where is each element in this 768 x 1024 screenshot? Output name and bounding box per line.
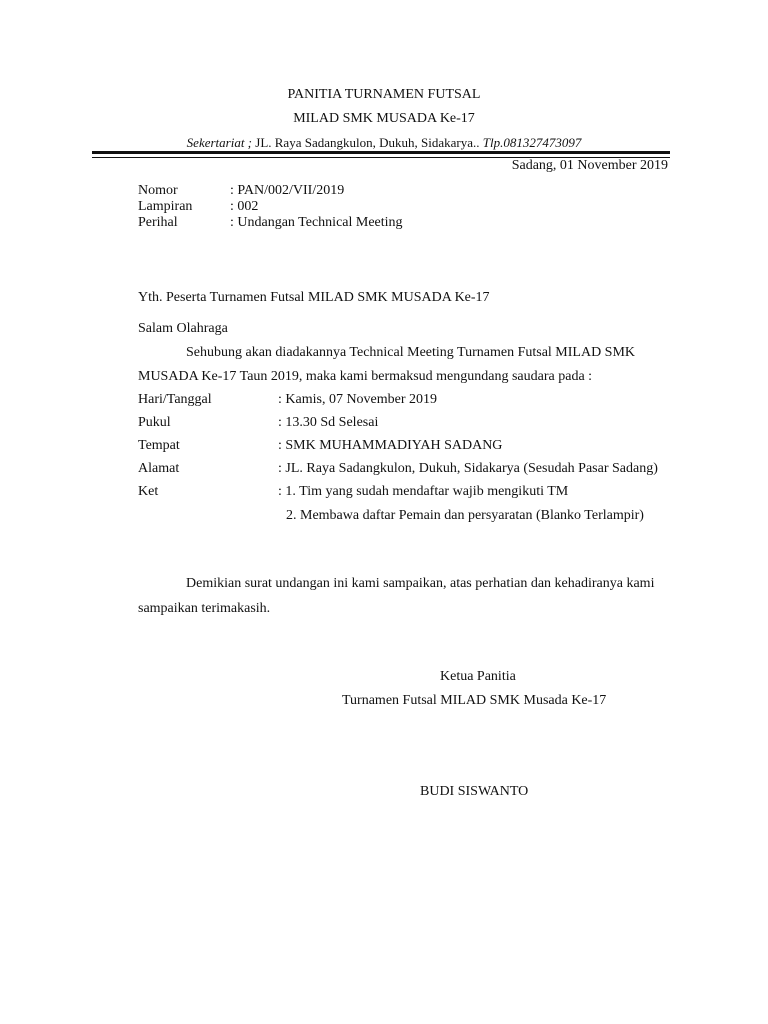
detail-value-notes-2: 2. Membawa daftar Pemain dan persyaratan (Blanko Terlampir) — [286, 508, 644, 523]
recipient: Yth. Peserta Turnamen Futsal MILAD SMK MUSADA Ke-17 — [138, 290, 490, 305]
secretariat-label: Sekertariat ; — [186, 135, 253, 150]
meta-value-nomor: : PAN/002/VII/2019 — [230, 183, 345, 198]
meta-value-perihal: : Undangan Technical Meeting — [230, 215, 403, 230]
detail-label-address: Alamat — [138, 461, 180, 476]
detail-value-address: : JL. Raya Sadangkulon, Dukuh, Sidakarya (Sesudah Pasar Sadang) — [278, 461, 658, 476]
detail-value-date: : Kamis, 07 November 2019 — [278, 392, 438, 407]
letterhead-title: PANITIA TURNAMEN FUTSAL — [287, 87, 481, 102]
detail-label-time: Pukul — [138, 415, 171, 430]
detail-value-place: : SMK MUHAMMADIYAH SADANG — [278, 438, 503, 453]
meta-label-perihal: Perihal — [138, 215, 178, 230]
meta-label-lampiran: Lampiran — [138, 199, 193, 214]
intro-line-2: MUSADA Ke-17 Taun 2019, maka kami bermaksud mengundang saudara pada : — [138, 369, 593, 384]
secretariat-address: JL. Raya Sadangkulon, Dukuh, Sidakarya.. — [252, 135, 480, 150]
phone-number: Tlp.081327473097 — [479, 135, 582, 150]
detail-label-date: Hari/Tanggal — [138, 392, 212, 407]
detail-label-notes: Ket — [138, 484, 159, 499]
detail-label-place: Tempat — [138, 438, 180, 453]
header-rule-thick — [92, 151, 670, 154]
intro-line-1: Sehubung akan diadakannya Technical Meeting Turnamen Futsal MILAD SMK — [186, 345, 636, 360]
signature-name: BUDI SISWANTO — [420, 784, 529, 799]
letterhead-address — [0, 134, 768, 152]
meta-value-lampiran: : 002 — [230, 199, 259, 214]
greeting: Salam Olahraga — [138, 321, 228, 336]
detail-value-notes-1: : 1. Tim yang sudah mendaftar wajib mengikuti TM — [278, 484, 569, 499]
closing-line-2: sampaikan terimakasih. — [138, 601, 271, 616]
meta-label-nomor: Nomor — [138, 183, 178, 198]
place-date: Sadang, 01 November 2019 — [511, 158, 668, 173]
closing-line-1: Demikian surat undangan ini kami sampaikan, atas perhatian dan kehadiranya kami — [186, 576, 655, 591]
signature-org: Turnamen Futsal MILAD SMK Musada Ke-17 — [342, 693, 607, 708]
letterhead-subtitle: MILAD SMK MUSADA Ke-17 — [293, 111, 475, 126]
signature-title: Ketua Panitia — [440, 669, 516, 684]
detail-value-time: : 13.30 Sd Selesai — [278, 415, 379, 430]
